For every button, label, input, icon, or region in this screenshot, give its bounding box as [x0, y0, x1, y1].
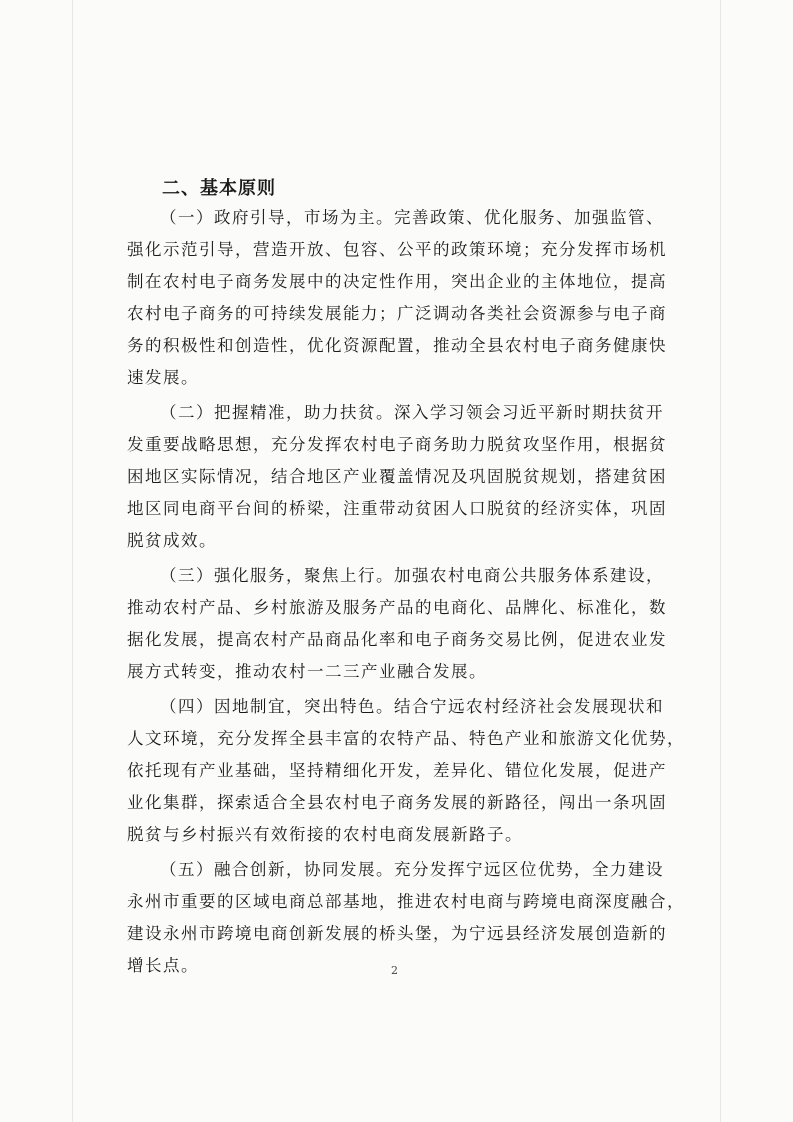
- paragraph-5-line-4: 增长点。: [127, 956, 199, 975]
- paragraph-1-line-4: 农村电子商务的可持续发展能力；广泛调动各类社会资源参与电子商: [127, 304, 667, 323]
- paragraph-5-line-2: 永州市重要的区域电商总部基地，推进农村电商与跨境电商深度融合，: [127, 892, 685, 911]
- paragraph-2-line-5: 脱贫成效。: [127, 531, 217, 550]
- paragraph-3-line-3: 据化发展，提高农村产品商品化率和电子商务交易比例，促进农业发: [127, 630, 667, 649]
- paragraph-1-line-5: 务的积极性和创造性，优化资源配置，推动全县农村电子商务健康快: [127, 336, 667, 355]
- paragraph-3-line-4: 展方式转变，推动农村一二三产业融合发展。: [127, 662, 487, 681]
- paragraph-4-line-1: （四）因地制宜，突出特色。结合宁远农村经济社会发展现状和: [160, 697, 664, 716]
- paragraph-5-line-3: 建设永州市跨境电商创新发展的桥头堡，为宁远县经济发展创造新的: [127, 924, 667, 943]
- paragraph-4-line-4: 业化集群，探索适合全县农村电子商务发展的新路径，闯出一条巩固: [127, 793, 667, 812]
- paragraph-2-line-3: 困地区实际情况，结合地区产业覆盖情况及巩固脱贫规划，搭建贫困: [127, 467, 667, 486]
- paragraph-4-line-3: 依托现有产业基础，坚持精细化开发，差异化、错位化发展，促进产: [127, 761, 667, 780]
- paragraph-2-line-2: 发重要战略思想，充分发挥农村电子商务助力脱贫攻坚作用，根据贫: [127, 435, 667, 454]
- paragraph-4-line-5: 脱贫与乡村振兴有效衔接的农村电商发展新路子。: [127, 825, 523, 844]
- paragraph-3-line-1: （三）强化服务，聚焦上行。加强农村电商公共服务体系建设，: [160, 566, 664, 585]
- page-number: 2: [391, 964, 398, 977]
- paragraph-2-line-1: （二）把握精准，助力扶贫。深入学习领会习近平新时期扶贫开: [160, 403, 664, 422]
- paragraph-5-line-1: （五）融合创新，协同发展。充分发挥宁远区位优势，全力建设: [160, 860, 664, 879]
- scan-edge-right: [720, 0, 721, 1122]
- paragraph-2-line-4: 地区同电商平台间的桥梁，注重带动贫困人口脱贫的经济实体，巩固: [127, 499, 667, 518]
- paragraph-1-line-3: 制在农村电子商务发展中的决定性作用，突出企业的主体地位，提高: [127, 272, 667, 291]
- scan-edge-left: [72, 0, 73, 1122]
- paragraph-4-line-2: 人文环境，充分发挥全县丰富的农特产品、特色产业和旅游文化优势，: [127, 729, 685, 748]
- paragraph-3-line-2: 推动农村产品、乡村旅游及服务产品的电商化、品牌化、标准化，数: [127, 598, 667, 617]
- paragraph-1-line-1: （一）政府引导，市场为主。完善政策、优化服务、加强监管、: [160, 208, 664, 227]
- section-heading: 二、基本原则: [162, 178, 276, 199]
- paragraph-1-line-2: 强化示范引导，营造开放、包容、公平的政策环境；充分发挥市场机: [127, 240, 667, 259]
- paragraph-1-line-6: 速发展。: [127, 368, 199, 387]
